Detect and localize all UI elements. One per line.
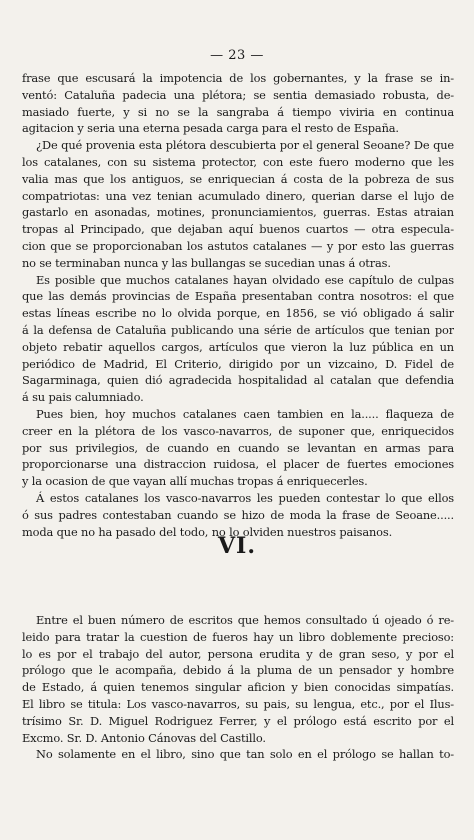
page-number: — 23 — — [210, 48, 264, 63]
section-heading: VI. — [217, 533, 257, 559]
text-block-1 — [22, 70, 454, 540]
text-line: ¿De qué provenia esta plétora descubierta por el general Seoane? De que — [36, 138, 454, 153]
text-line: á su pais calumniado. — [22, 390, 144, 405]
text-line: no se terminaban nunca y las bullangas se sucedian unas á otras. — [22, 255, 391, 270]
text-line: proporcionarse una distraccion ruidosa, el placer de fuertes emociones — [22, 457, 454, 472]
text-line: tropas al Principado, que dejaban aquí buenos cuartos — otra especula- — [22, 222, 454, 237]
text-line: creer en la plétora de los vasco-navarros, de suponer que, enriquecidos — [22, 423, 454, 438]
text-line: Á estos catalanes los vasco-navarros les pueden contestar lo que ellos — [36, 490, 454, 505]
text-line: á la defensa de Cataluña publicando una série de artículos que tenian por — [22, 322, 454, 337]
text-line: Sagarminaga, quien dió agradecida hospitalidad al catalan que defendia — [22, 373, 454, 388]
text-line: de Estado, á quien tenemos singular aficion y bien conocidas simpatías. — [22, 680, 454, 695]
text-line: periódico de Madrid, El Criterio, dirigido por un vizcaino, D. Fidel de — [22, 356, 454, 371]
text-line: compatriotas: una vez tenian acumulado dinero, querian darse el lujo de — [22, 188, 454, 203]
text-line: que las demás provincias de España presentaban contra nosotros: el que — [22, 289, 454, 304]
text-line: Es posible que muchos catalanes hayan olvidado ese capítulo de culpas — [36, 272, 454, 287]
text-line: moda que no ha pasado del todo, no lo olviden nuestros paisanos. — [22, 524, 393, 539]
text-line: gastarlo en asonadas, motines, pronunciamientos, guerras. Estas atraian — [22, 205, 454, 220]
text-line: No solamente en el libro, sino que tan solo en el prólogo se hallan to- — [36, 747, 454, 762]
text-line: prólogo que le acompaña, debido á la pluma de un pensador y hombre — [22, 663, 454, 678]
text-line: valia mas que los antiguos, se enriquecian á costa de la pobreza de sus — [22, 171, 454, 186]
text-line: El libro se titula: Los vasco-navarros, su pais, su lengua, etc., por el Ilus- — [22, 696, 454, 711]
text-line: Entre el buen número de escritos que hemos consultado ú ojeado ó re- — [36, 613, 454, 627]
text-line: cion que se proporcionaban los astutos catalanes — y por esto las guerras — [22, 238, 454, 253]
text-line: Excmo. Sr. D. Antonio Cánovas del Castillo. — [22, 730, 266, 745]
text-line: Pues bien, hoy muchos catalanes caen tambien en la..... flaqueza de — [36, 406, 454, 421]
text-line: frase que escusará la impotencia de los gobernantes, y la frase se in- — [22, 71, 454, 85]
text-line: masiado fuerte, y si no se la sangraba á tiempo viviria en continua — [22, 104, 454, 119]
text-line: leido para tratar la cuestion de fueros hay un libro doblemente precioso: — [22, 629, 454, 644]
text-line: por sus privilegios, de cuando en cuando se levantan en armas para — [22, 440, 454, 455]
text-line: los catalanes, con su sistema protector, con este fuero moderno que les — [22, 154, 454, 169]
text-line: estas líneas escribe no lo olvida porque, en 1856, se vió obligado á salir — [22, 306, 454, 321]
text-line: y la ocasion de que vayan allí muchas tropas á enriquecerles. — [22, 474, 368, 489]
text-line: ventó: Cataluña padecia una plétora; se sentia demasiado robusta, de- — [22, 87, 454, 102]
text-line: agitacion y seria una eterna pesada carga para el resto de España. — [22, 121, 399, 136]
text-line: trísimo Sr. D. Miguel Rodriguez Ferrer, y el prólogo está escrito por el — [22, 713, 454, 728]
text-line: ó sus padres contestaban cuando se hizo de moda la frase de Seoane..... — [22, 507, 454, 522]
text-line: objeto rebatir aquellos cargos, artículos que vieron la luz pública en un — [22, 339, 454, 354]
text-line: lo es por el trabajo del autor, persona erudita y de gran seso, y por el — [22, 646, 454, 661]
text-block-2 — [22, 612, 454, 763]
